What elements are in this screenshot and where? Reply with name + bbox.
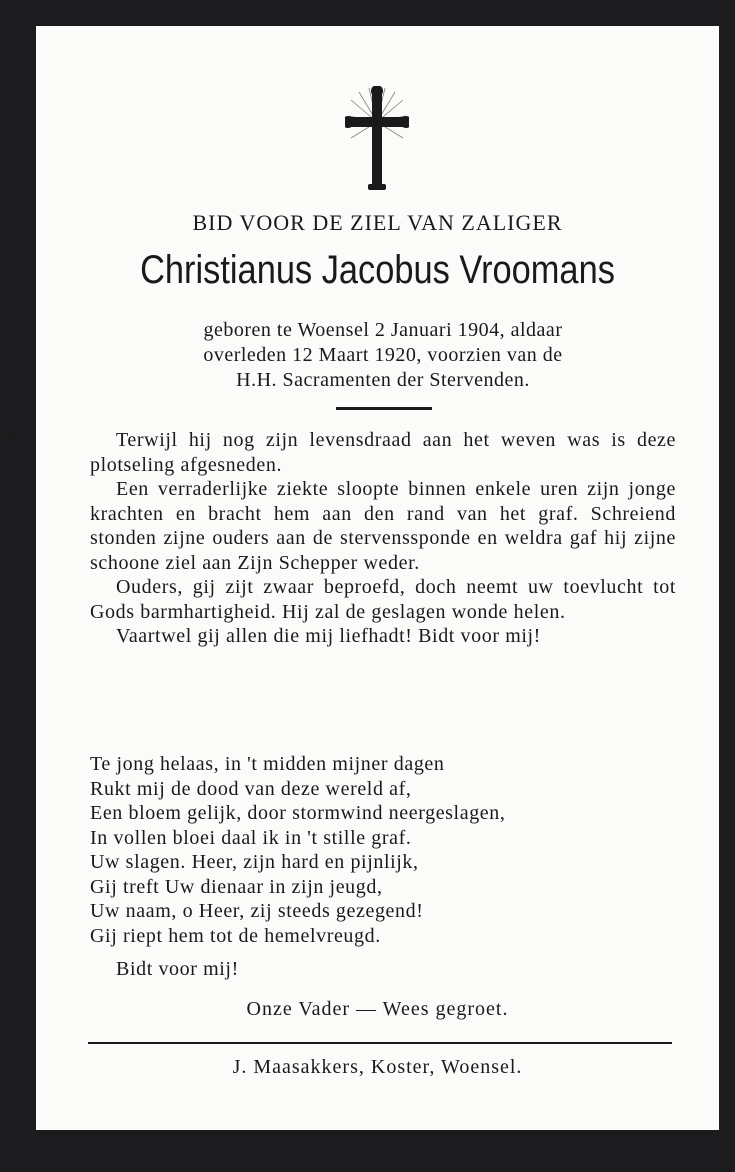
life-dates — [90, 318, 676, 393]
life-dates-line: overleden 12 Maart 1920, voorzien van de — [203, 344, 563, 366]
poem-line: Een bloem gelijk, door stormwind neergeslagen, — [90, 802, 506, 824]
poem — [90, 752, 676, 948]
closing-line: Bidt voor mij! — [116, 958, 239, 980]
prayer-heading: BID VOOR DE ZIEL VAN ZALIGER — [192, 210, 563, 235]
deceased-name: Christianus Jacobus Vroomans — [140, 248, 615, 292]
paragraph: Een verraderlijke ziekte sloopte binnen enkele uren zijn jonge krachten en bracht hem aan den rand van het graf. Schreiend stonden zijne ouders aan de stervenssponde en weldra gaf hij zijne schoone ziel aan Zijn Schepper weder. — [90, 478, 676, 574]
poem-line: Uw naam, o Heer, zij steeds gezegend! — [90, 900, 424, 922]
paragraph: Terwijl hij nog zijn levensdraad aan het weven was is deze plotseling afgesneden. — [90, 429, 676, 476]
cross-icon — [345, 86, 409, 192]
poem-line: Gij riept hem tot de hemelvreugd. — [90, 924, 381, 947]
paragraph: Ouders, gij zijt zwaar beproefd, doch neemt uw toevlucht tot Gods barmhartigheid. Hij zal de geslagen wonde helen. — [90, 576, 676, 623]
poem-line: Rukt mij de dood van deze wereld af, — [90, 777, 412, 800]
poem-line: In vollen bloei daal ik in 't stille graf. — [90, 826, 412, 849]
memorial-text — [90, 428, 676, 649]
paragraph: Vaartwel gij allen die mij liefhadt! Bidt voor mij! — [116, 625, 541, 647]
life-dates-line: H.H. Sacramenten der Stervenden. — [236, 369, 530, 391]
ink-speck — [10, 432, 14, 436]
poem-line: Te jong helaas, in 't midden mijner dagen — [90, 753, 445, 775]
printer-credit: J. Maasakkers, Koster, Woensel. — [232, 1056, 523, 1078]
memorial-card — [36, 26, 719, 1130]
life-dates-line: geboren te Woensel 2 Januari 1904, aldaar — [203, 319, 563, 341]
divider-short — [336, 407, 432, 410]
poem-line: Uw slagen. Heer, zijn hard en pijnlijk, — [90, 851, 419, 873]
prayer-line: Onze Vader — Wees gegroet. — [246, 998, 509, 1020]
poem-line: Gij treft Uw dienaar in zijn jeugd, — [90, 875, 383, 898]
divider-long — [88, 1042, 672, 1044]
